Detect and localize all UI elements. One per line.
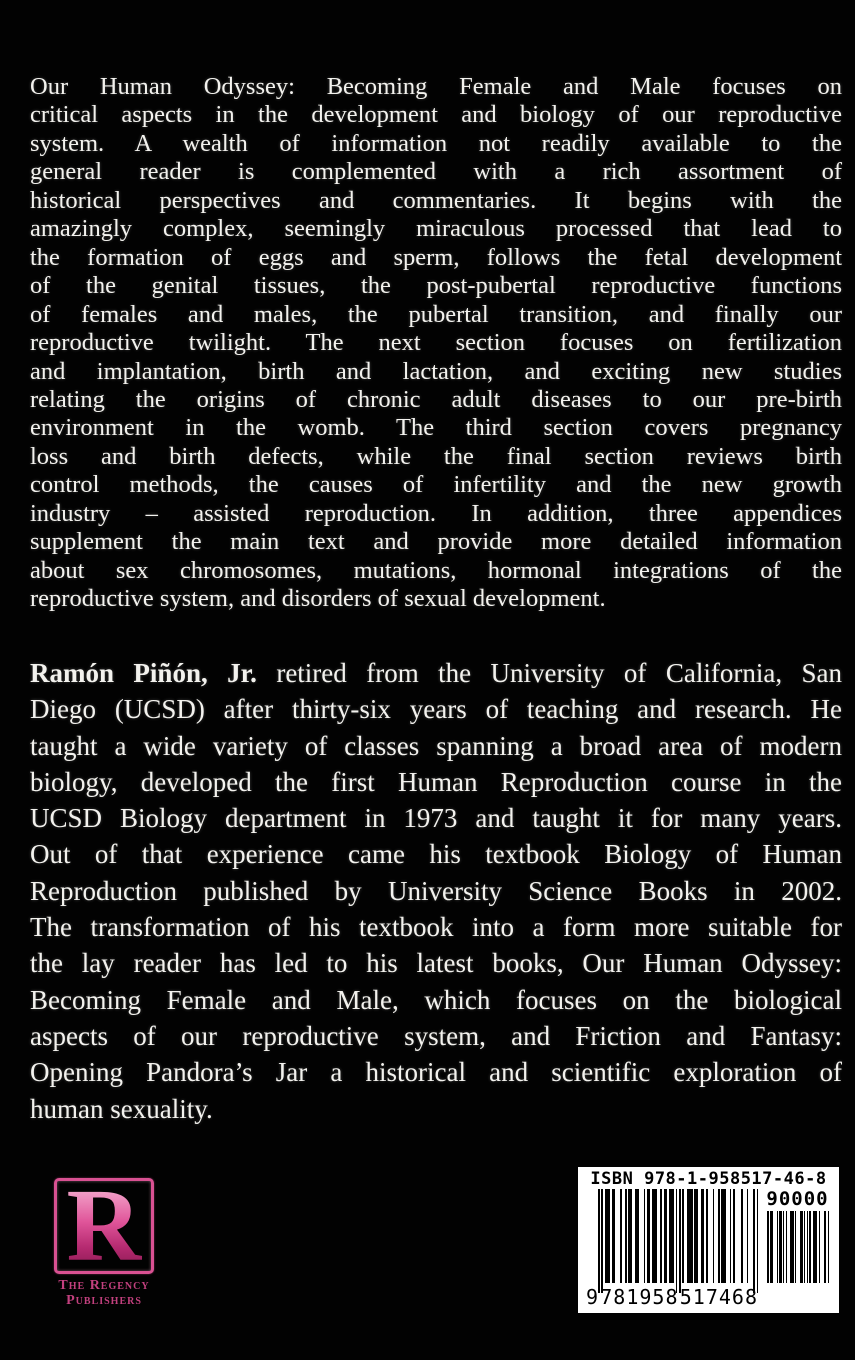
text-line: reproductive system, and disorders of sexual development. bbox=[30, 585, 606, 613]
barcode-row bbox=[586, 1189, 831, 1307]
text-line: critical aspects in the development and biology of our reproductive bbox=[30, 101, 842, 129]
ean13-digits bbox=[586, 1287, 758, 1307]
text-line: biology, developed the first Human Reproduction course in the bbox=[30, 766, 842, 797]
ean5-supplement-label: 90000 bbox=[766, 1188, 829, 1210]
text-line: Reproduction published by University Science Books in 2002. bbox=[30, 875, 842, 906]
text-line: UCSD Biology department in 1973 and taught it for many years. bbox=[30, 803, 842, 834]
barcode-bar bbox=[828, 1211, 829, 1283]
text-line: about sex chromosomes, mutations, hormonal integrations of the bbox=[30, 556, 842, 584]
text-line: control methods, the causes of infertility and the new growth bbox=[30, 471, 842, 499]
text-line: supplement the main text and provide more detailed information bbox=[30, 528, 842, 556]
text-line: Diego (UCSD) after thirty-six years of teaching and research. He bbox=[30, 694, 842, 725]
author-name: Ramón Piñón, Jr. bbox=[30, 658, 257, 688]
text-line: Opening Pandora’s Jar a historical and scientific exploration of bbox=[30, 1057, 842, 1088]
publisher-logo bbox=[49, 1178, 159, 1308]
publisher-name-line2: Publishers bbox=[66, 1292, 142, 1308]
author-bio-rest bbox=[30, 691, 842, 1127]
text-line: industry – assisted reproduction. In addition, three appendices bbox=[30, 499, 842, 527]
text-line: Our Human Odyssey: Becoming Female and Male focuses on bbox=[30, 73, 842, 100]
text-line: of females and males, the pubertal transition, and finally our bbox=[30, 300, 842, 328]
text-line: amazingly complex, seemingly miraculous processed that lead to bbox=[30, 215, 842, 243]
text-line: Becoming Female and Male, which focuses on the biological bbox=[30, 984, 842, 1015]
text-line: system. A wealth of information not readily available to the bbox=[30, 129, 842, 157]
text-line: general reader is complemented with a rich assortment of bbox=[30, 158, 842, 186]
ean13-digit-first: 9 bbox=[586, 1285, 600, 1309]
text-line: and implantation, birth and lactation, and exciting new studies bbox=[30, 357, 842, 385]
isbn-label: ISBN 978-1-958517-46-8 bbox=[590, 1169, 827, 1189]
ean13-barcode bbox=[586, 1189, 758, 1307]
publisher-logo-frame bbox=[54, 1178, 154, 1274]
isbn-barcode-block bbox=[578, 1167, 839, 1313]
text-line: historical perspectives and commentaries. It begins with the bbox=[30, 186, 842, 214]
author-bio-first-line bbox=[30, 655, 842, 691]
publisher-monogram-icon: R bbox=[66, 1178, 142, 1274]
ean13-digit-group2: 517468 bbox=[679, 1285, 758, 1309]
text-line: Out of that experience came his textbook Biology of Human bbox=[30, 839, 842, 870]
text-line: The transformation of his textbook into a form more suitable for bbox=[30, 912, 842, 943]
text-line: loss and birth defects, while the final section reviews birth bbox=[30, 442, 842, 470]
ean5-bars-icon bbox=[766, 1211, 829, 1283]
text-line: human sexuality. bbox=[30, 1093, 213, 1124]
ean13-digit-group1: 781958 bbox=[600, 1285, 679, 1309]
ean5-supplement-barcode bbox=[764, 1189, 831, 1307]
text-line: aspects of our reproductive system, and Friction and Fantasy: bbox=[30, 1020, 842, 1051]
text-line: the formation of eggs and sperm, follows the fetal development bbox=[30, 243, 842, 271]
ean13-bars-icon bbox=[598, 1189, 758, 1289]
text-line: taught a wide variety of classes spanning a broad area of modern bbox=[30, 730, 842, 761]
author-bio-paragraph bbox=[30, 655, 842, 1127]
text-line: reproductive twilight. The next section focuses on fertilization bbox=[30, 329, 842, 357]
barcode-bar bbox=[757, 1189, 759, 1293]
author-bio-first-line-text: retired from the University of California, San bbox=[276, 658, 842, 688]
text-line: environment in the womb. The third section covers pregnancy bbox=[30, 414, 842, 442]
synopsis-paragraph bbox=[30, 73, 842, 614]
publisher-name-line1: The Regency bbox=[58, 1278, 150, 1293]
text-line: the lay reader has led to his latest books, Our Human Odyssey: bbox=[30, 948, 842, 979]
text-line: relating the origins of chronic adult diseases to our pre-birth bbox=[30, 385, 842, 413]
text-line: of the genital tissues, the post-pubertal reproductive functions bbox=[30, 272, 842, 300]
